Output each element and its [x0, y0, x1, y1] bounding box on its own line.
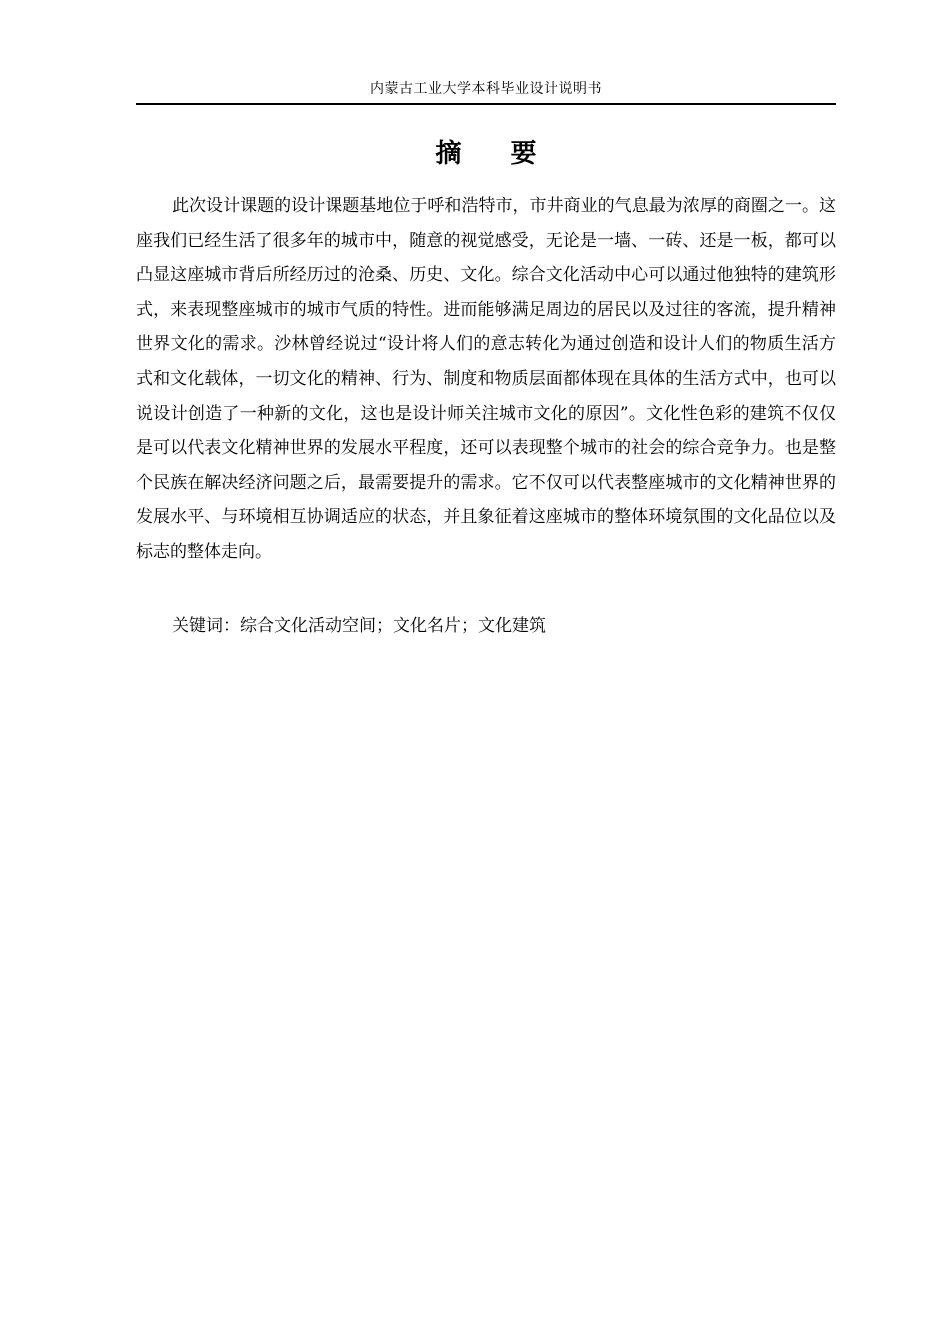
page-header: 内蒙古工业大学本科毕业设计说明书: [370, 81, 602, 97]
page-title: 摘 要: [435, 139, 557, 169]
keywords-line: 关键词：综合文化活动空间；文化名片；文化建筑: [172, 616, 546, 636]
abstract-paragraph: 此次设计课题的设计课题基地位于呼和浩特市，市井商业的气息最为浓厚的商圈之一。这座我们已经生活了很多年的城市中，随意的视觉感受，无论是一墙、一砖、还是一板，都可以凸显这座城市背后所经历过的沧桑、历史、文化。综合文化活动中心可以通过他独特的建筑形式，来表现整座城市的城市气质的特性。进而能够满足周边的居民以及过往的客流，提升精神世界文化的需求。沙林曾经说过“设计将人们的意志转化为通过创造和设计人们的物质生活方式和文化载体，一切文化的精神、行为、制度和物质层面都体现在具体的生活方式中，也可以说设计创造了一种新的文化，这也是设计师关注城市文化的原因”。文化性色彩的建筑不仅仅是可以代表文化精神世界的发展水平程度，还可以表现整个城市的社会的综合竞争力。也是整个民族在解决经济问题之后，最需要提升的需求。它不仅可以代表整座城市的文化精神世界的发展水平、与环境相互协调适应的状态，并且象征着这座城市的整体环境氛围的文化品位以及标志的整体走向。: [136, 196, 836, 562]
header-divider: [136, 103, 836, 105]
